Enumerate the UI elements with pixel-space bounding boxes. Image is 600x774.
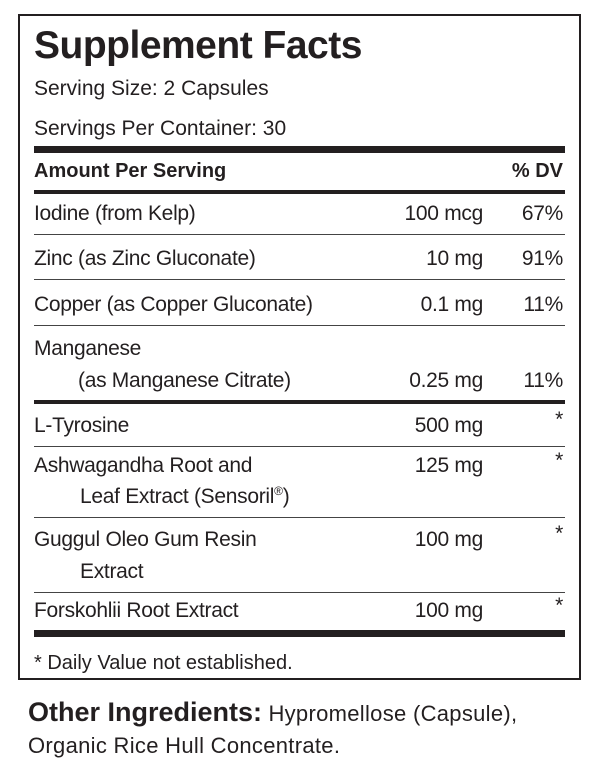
ingredient-dv: *	[555, 594, 563, 617]
ingredient-name: Ashwagandha Root and	[34, 454, 253, 477]
divider-section	[34, 400, 565, 404]
divider-header	[34, 190, 565, 194]
ingredient-dv: *	[555, 449, 563, 472]
ingredient-amount: 100 mg	[414, 599, 483, 622]
row-divider	[34, 279, 565, 280]
nutrient-dv: 67%	[521, 202, 563, 225]
supplement-facts-panel	[18, 14, 581, 680]
divider-thick-top	[34, 146, 565, 153]
row-divider	[34, 592, 565, 593]
nutrient-name: Zinc (as Zinc Gluconate)	[34, 247, 256, 270]
other-ingredients-label: Other Ingredients:	[28, 697, 263, 727]
nutrient-dv: 11%	[523, 369, 563, 392]
row-divider	[34, 517, 565, 518]
ingredient-name: Guggul Oleo Gum Resin	[34, 528, 257, 551]
daily-value-footnote: * Daily Value not established.	[34, 652, 293, 674]
ingredient-name: L-Tyrosine	[34, 414, 130, 437]
ingredient-name-line2: Extract	[80, 560, 144, 583]
nutrient-amount: 0.1 mg	[420, 293, 483, 316]
nutrient-amount: 10 mg	[426, 247, 483, 270]
serving-size: Serving Size: 2 Capsules	[34, 77, 269, 100]
nutrient-name: Copper (as Copper Gluconate)	[34, 293, 313, 316]
ingredient-amount: 100 mg	[414, 528, 483, 551]
nutrient-name: Iodine (from Kelp)	[34, 202, 196, 225]
nutrient-name-line2: (as Manganese Citrate)	[78, 369, 291, 392]
registered-mark: ®	[274, 484, 283, 498]
ingredient-name-line2-end: )	[282, 485, 290, 508]
ingredient-name: Forskohlii Root Extract	[34, 599, 239, 622]
dv-header: % DV	[511, 160, 563, 182]
nutrient-amount: 0.25 mg	[409, 369, 483, 392]
servings-per-container: Servings Per Container: 30	[34, 117, 287, 140]
other-ingredients-text: Hypromellose (Capsule), Organic Rice Hull Concentrate.	[28, 701, 518, 758]
divider-thick-bottom	[34, 630, 565, 637]
row-divider	[34, 325, 565, 326]
other-ingredients	[28, 696, 588, 762]
ingredient-name-line2-text: Leaf Extract (Sensoril	[80, 485, 275, 508]
nutrient-amount: 100 mcg	[404, 202, 483, 225]
amount-per-serving-header: Amount Per Serving	[34, 160, 227, 182]
nutrient-dv: 91%	[521, 247, 563, 270]
panel-title: Supplement Facts	[34, 24, 362, 67]
nutrient-name: Manganese	[34, 337, 142, 360]
nutrient-dv: 11%	[523, 293, 563, 316]
ingredient-amount: 500 mg	[414, 414, 483, 437]
row-divider	[34, 446, 565, 447]
ingredient-name-line2	[80, 484, 289, 510]
ingredient-dv: *	[555, 522, 563, 545]
ingredient-amount: 125 mg	[414, 454, 483, 477]
row-divider	[34, 234, 565, 235]
panel-content	[34, 16, 565, 678]
ingredient-dv: *	[555, 408, 563, 431]
